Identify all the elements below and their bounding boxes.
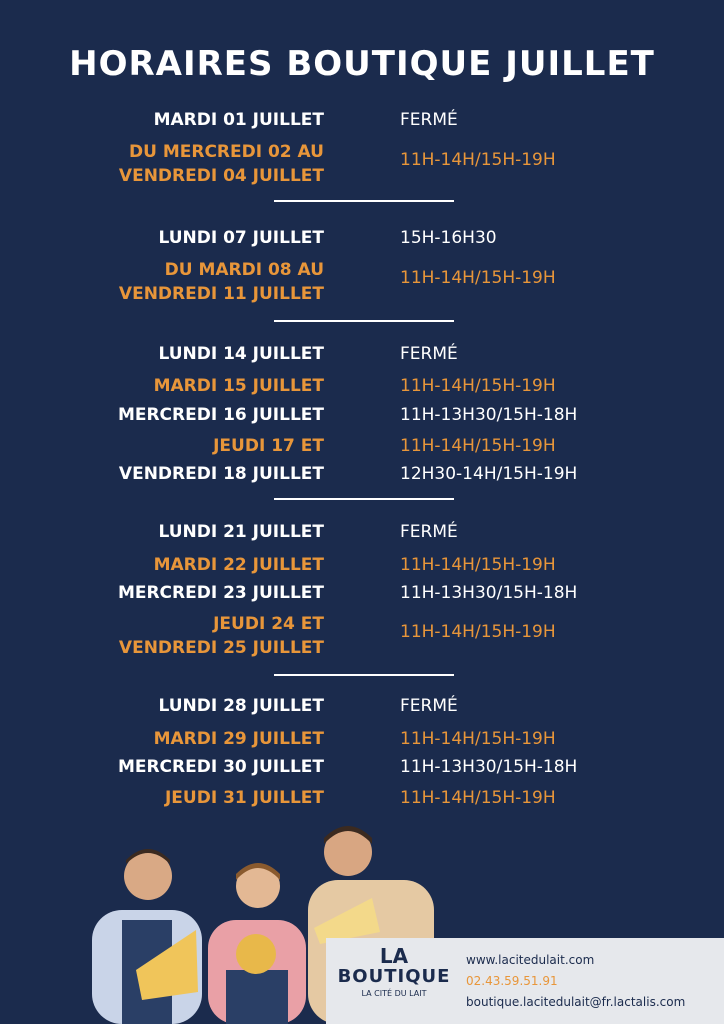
schedule-day-line2: VENDREDI 25 JUILLET bbox=[118, 638, 324, 658]
section-divider bbox=[274, 674, 454, 676]
schedule-day: MARDI 15 JUILLET bbox=[153, 376, 324, 396]
schedule-hours: FERMÉ bbox=[400, 522, 458, 542]
schedule-hours: FERMÉ bbox=[400, 344, 458, 364]
schedule-day: MERCREDI 30 JUILLET bbox=[117, 757, 324, 777]
contact-info bbox=[466, 950, 685, 1013]
schedule-row bbox=[0, 786, 724, 808]
schedule-hours: 12H30-14H/15H-19H bbox=[400, 464, 578, 484]
schedule-hours: 11H-14H/15H-19H bbox=[400, 555, 556, 575]
staff-person bbox=[208, 863, 306, 1024]
schedule-day: MARDI 01 JUILLET bbox=[153, 110, 324, 130]
website-link[interactable]: www.lacitedulait.com bbox=[466, 953, 595, 967]
schedule-day: JEUDI 17 ET bbox=[213, 436, 324, 456]
schedule-row bbox=[0, 462, 724, 484]
schedule-row bbox=[0, 140, 724, 186]
schedule-day: MARDI 29 JUILLET bbox=[153, 729, 324, 749]
schedule-hours: 11H-13H30/15H-18H bbox=[400, 583, 578, 603]
schedule-hours: 11H-14H/15H-19H bbox=[400, 729, 556, 749]
schedule-hours: FERMÉ bbox=[400, 696, 458, 716]
page-title: HORAIRES BOUTIQUE JUILLET bbox=[69, 44, 655, 84]
schedule-day: LUNDI 14 JUILLET bbox=[158, 344, 324, 364]
schedule-day: MERCREDI 16 JUILLET bbox=[117, 405, 324, 425]
schedule-day-line1: DU MARDI 08 AU bbox=[164, 260, 324, 280]
schedule-hours: 11H-14H/15H-19H bbox=[400, 268, 556, 288]
schedule-row bbox=[0, 434, 724, 456]
schedule-day-line2: VENDREDI 04 JUILLET bbox=[118, 166, 324, 186]
schedule-day-line2: VENDREDI 11 JUILLET bbox=[118, 284, 324, 304]
schedule-row bbox=[0, 403, 724, 425]
schedule-hours: 11H-13H30/15H-18H bbox=[400, 757, 578, 777]
schedule-row bbox=[0, 374, 724, 396]
schedule-hours: FERMÉ bbox=[400, 110, 458, 130]
schedule-row bbox=[0, 108, 724, 130]
schedule-row bbox=[0, 612, 724, 658]
schedule-hours: 11H-14H/15H-19H bbox=[400, 622, 556, 642]
schedule-day-line1: DU MERCREDI 02 AU bbox=[128, 142, 324, 162]
section-divider bbox=[274, 200, 454, 202]
schedule-hours: 11H-14H/15H-19H bbox=[400, 436, 556, 456]
schedule-hours: 11H-14H/15H-19H bbox=[400, 788, 556, 808]
schedule-row bbox=[0, 755, 724, 777]
schedule-day: VENDREDI 18 JUILLET bbox=[118, 464, 324, 484]
schedule-day bbox=[119, 612, 324, 660]
schedule-row bbox=[0, 520, 724, 542]
section-divider bbox=[274, 320, 454, 322]
schedule-row bbox=[0, 258, 724, 304]
logo-line-2: BOUTIQUE bbox=[337, 966, 451, 987]
schedule-day: MERCREDI 23 JUILLET bbox=[117, 583, 324, 603]
schedule-day-line1: JEUDI 24 ET bbox=[213, 614, 324, 634]
schedule-row bbox=[0, 226, 724, 248]
schedule-row bbox=[0, 581, 724, 603]
schedule-day: MARDI 22 JUILLET bbox=[153, 555, 324, 575]
schedule-hours: 15H-16H30 bbox=[400, 228, 497, 248]
schedule-row bbox=[0, 342, 724, 364]
schedule-day: LUNDI 21 JUILLET bbox=[158, 522, 324, 542]
staff-person bbox=[92, 849, 202, 1024]
schedule-row bbox=[0, 553, 724, 575]
schedule-day: LUNDI 28 JUILLET bbox=[158, 696, 324, 716]
schedule-day: JEUDI 31 JUILLET bbox=[164, 788, 324, 808]
schedule-row bbox=[0, 694, 724, 716]
schedule-hours: 11H-13H30/15H-18H bbox=[400, 405, 578, 425]
logo-line-3: LA CITÉ DU LAIT bbox=[361, 989, 427, 998]
schedule-day bbox=[119, 258, 324, 306]
schedule-day bbox=[119, 140, 324, 188]
schedule-row bbox=[0, 727, 724, 749]
schedule-hours: 11H-14H/15H-19H bbox=[400, 150, 556, 170]
phone-number[interactable]: 02.43.59.51.91 bbox=[466, 974, 558, 988]
section-divider bbox=[274, 498, 454, 500]
schedule-hours: 11H-14H/15H-19H bbox=[400, 376, 556, 396]
logo-line-1: LA bbox=[379, 944, 409, 968]
email-link[interactable]: boutique.lacitedulait@fr.lactalis.com bbox=[466, 995, 686, 1009]
boutique-logo bbox=[336, 946, 452, 1016]
schedule-day: LUNDI 07 JUILLET bbox=[158, 228, 324, 248]
